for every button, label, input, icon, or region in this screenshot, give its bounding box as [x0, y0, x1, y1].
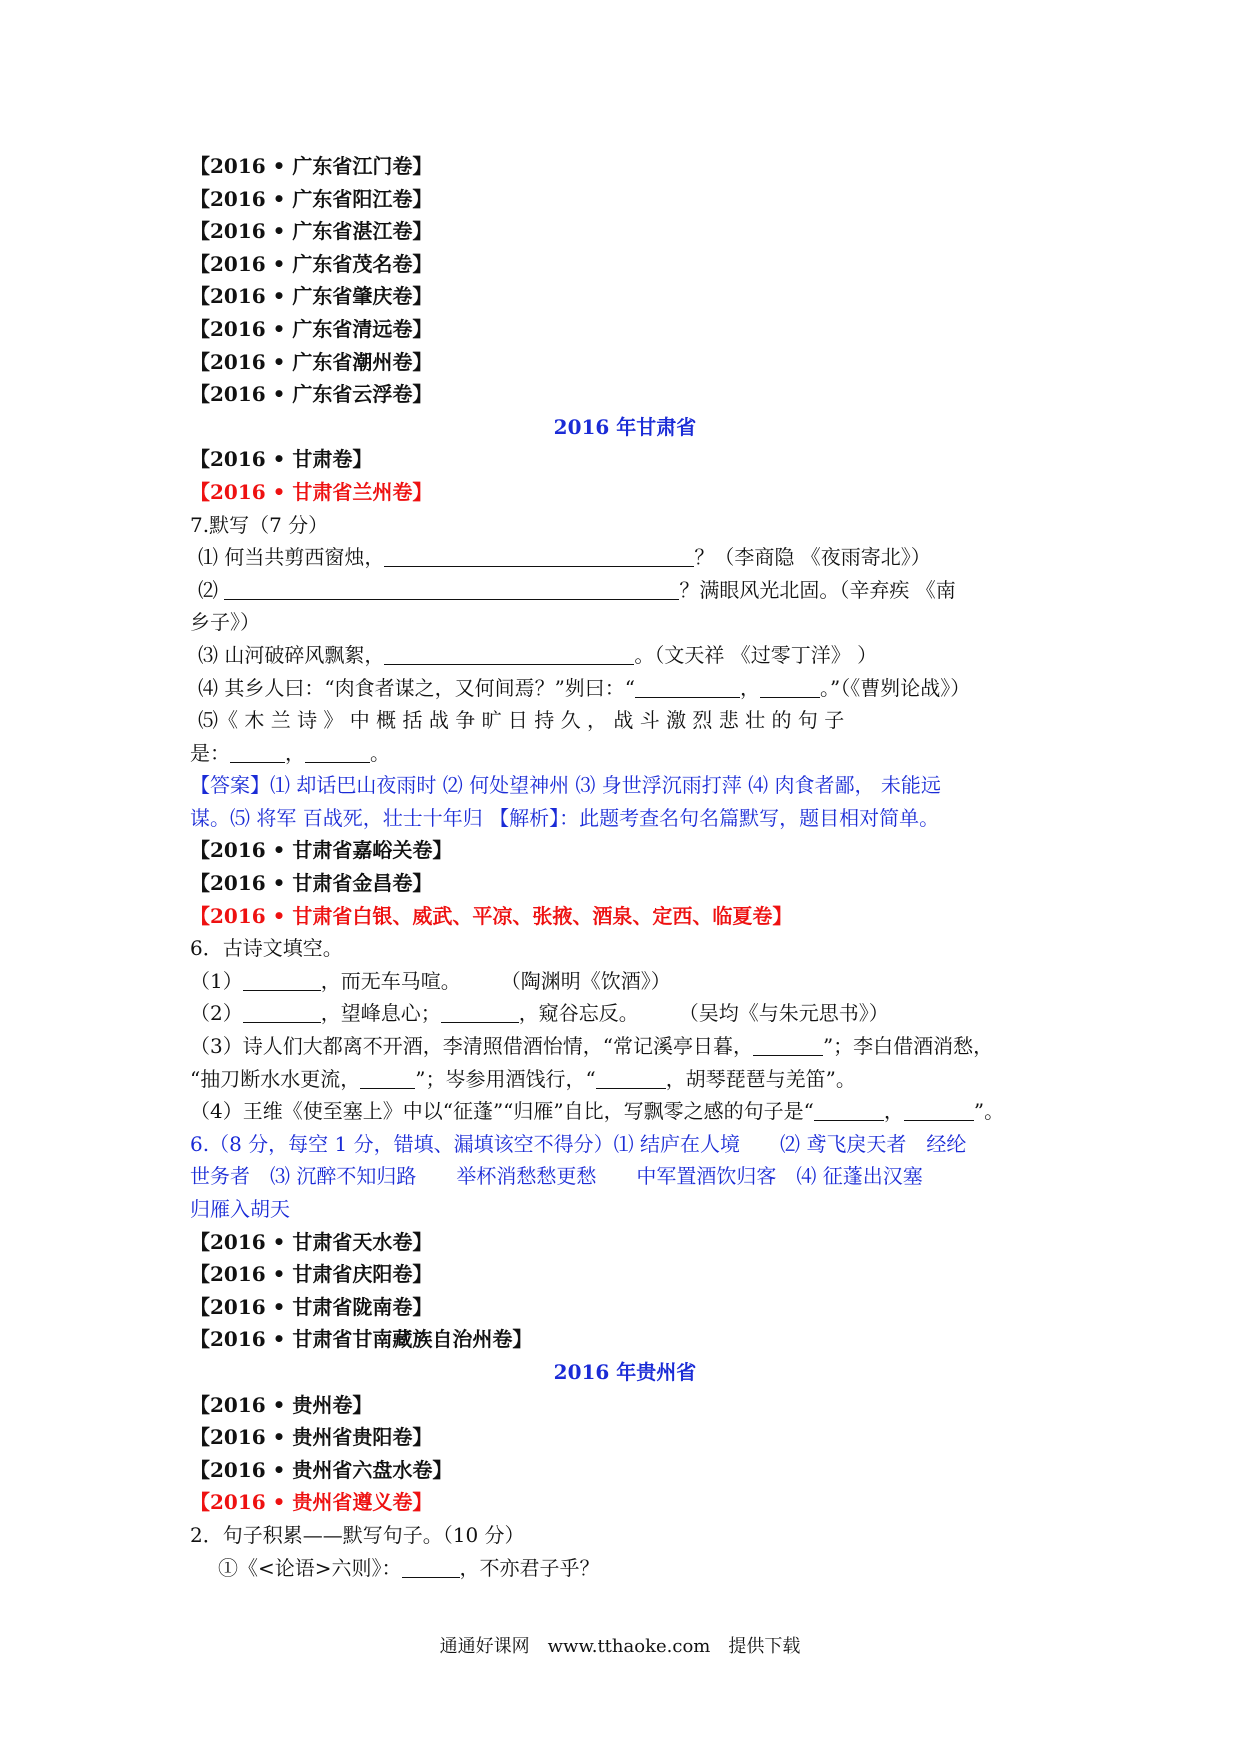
question-6-answer-line-1: 6.（8 分，每空 1 分，错填、漏填该空不得分）⑴ 结庐在人境 ⑵ 鸢飞戾天者 经纶: [190, 1131, 967, 1156]
question-7-item-3: ⑶ 山河破碎风飘絮， 。（文天祥 《过零丁洋》 ）: [198, 642, 878, 667]
section-title-guizhou: 【2016 • 贵州卷】: [190, 1392, 373, 1417]
answer-blank: [384, 644, 634, 665]
section-title-chaozhou: 【2016 • 广东省潮州卷】: [190, 349, 433, 374]
question-6-item-3: （3）诗人们大都离不开酒，李清照借酒怡情，“常记溪亭日暮， ”；李白借酒消愁，: [190, 1034, 994, 1059]
document-body: [190, 150, 1060, 1584]
section-title-gansu: 【2016 • 甘肃卷】: [190, 447, 373, 472]
answer-blank: [760, 677, 820, 698]
section-title-yangjiang: 【2016 • 广东省阳江卷】: [190, 186, 433, 211]
section-title-qingyuan: 【2016 • 广东省清远卷】: [190, 316, 433, 341]
section-title-gannan: 【2016 • 甘肃省甘南藏族自治州卷】: [190, 1327, 533, 1352]
answer-blank: [904, 1100, 974, 1121]
section-title-qingyang: 【2016 • 甘肃省庆阳卷】: [190, 1262, 433, 1287]
answer-blank: [224, 579, 679, 600]
page-footer: 通通好课网 www.tthaoke.com 提供下载: [439, 1636, 801, 1657]
question-6-title: 6．古诗文填空。: [190, 936, 343, 961]
section-title-longnan: 【2016 • 甘肃省陇南卷】: [190, 1294, 433, 1319]
section-title-zhanjiang: 【2016 • 广东省湛江卷】: [190, 219, 433, 244]
question-7-item-4: ⑷ 其乡人曰：“肉食者谋之，又何间焉？”刿曰：“ ， 。”（《曹刿论战》）: [198, 675, 971, 700]
question-7-item-1: ⑴ 何当共剪西窗烛， ？（李商隐 《夜雨寄北》）: [198, 545, 931, 570]
section-title-guiyang: 【2016 • 贵州省贵阳卷】: [190, 1425, 433, 1450]
section-title-zunyi: 【2016 • 贵州省遵义卷】: [190, 1490, 433, 1515]
section-title-baiyin: 【2016 • 甘肃省白银、威武、平凉、张掖、酒泉、定西、临夏卷】: [190, 903, 793, 928]
question-7-item-2: ⑵ ？满眼风光北固。（辛弃疾 《南: [198, 577, 956, 602]
question-6-item-1: （1） ，而无车马喧。 （陶渊明《饮酒》）: [190, 968, 671, 993]
question-7-answer-line-2: 谋。⑸ 将军 百战死，壮士十年归 【解析】：此题考查名句名篇默写，题目相对简单。: [190, 805, 940, 830]
answer-blank: [305, 742, 370, 763]
section-title-tianshui: 【2016 • 甘肃省天水卷】: [190, 1229, 433, 1254]
answer-blank: [384, 546, 694, 567]
answer-blank: [814, 1100, 884, 1121]
question-2-item-1: ①《<论语>六则》： ，不亦君子乎？: [218, 1555, 600, 1580]
section-title-liupanshui: 【2016 • 贵州省六盘水卷】: [190, 1457, 453, 1482]
question-7-title: 7.默写（7 分）: [190, 512, 329, 537]
question-7-item-5: ⑸《 木 兰 诗 》 中 概 括 战 争 旷 日 持 久 ， 战 斗 激 烈 悲 壮 的 句 子: [198, 708, 845, 733]
answer-blank: [230, 742, 285, 763]
answer-blank: [402, 1557, 460, 1578]
question-6-answer-line-2: 世务者 ⑶ 沉醉不知归路 举杯消愁愁更愁 中军置酒饮归客 ⑷ 征蓬出汉塞: [190, 1164, 923, 1189]
question-6-item-4: （4）王维《使至塞上》中以“征蓬”“归雁”自比，写飘零之感的句子是“ ， ”。: [190, 1099, 1005, 1124]
section-title-jinchang: 【2016 • 甘肃省金昌卷】: [190, 871, 433, 896]
answer-blank: [243, 1002, 321, 1023]
section-title-yunfu: 【2016 • 广东省云浮卷】: [190, 382, 433, 407]
answer-blank: [635, 677, 740, 698]
section-title-jiangmen: 【2016 • 广东省江门卷】: [190, 154, 433, 178]
question-6-item-3-cont: “抽刀断水水更流， ”；岑参用酒饯行，“ ，胡琴琵琶与羌笛”。: [190, 1066, 856, 1091]
answer-blank: [243, 970, 321, 991]
question-6-answer-line-3: 归雁入胡天: [190, 1197, 290, 1221]
answer-blank: [441, 1002, 519, 1023]
question-2-title: 2．句子积累——默写句子。（10 分）: [190, 1522, 525, 1547]
question-7-answer-line-1: 【答案】⑴ 却话巴山夜雨时 ⑵ 何处望神州 ⑶ 身世浮沉雨打萍 ⑷ 肉食者鄙， 未能远: [190, 773, 941, 798]
section-title-lanzhou: 【2016 • 甘肃省兰州卷】: [190, 479, 433, 504]
question-7-item-2-cont: 乡子》）: [190, 610, 260, 635]
section-title-maoming: 【2016 • 广东省茂名卷】: [190, 251, 433, 276]
province-heading-gansu: 2016 年甘肃省: [553, 414, 697, 439]
question-6-item-2: （2） ，望峰息心； ，窥谷忘反。 （吴均《与朱元思书》）: [190, 1001, 889, 1026]
answer-blank: [753, 1035, 823, 1056]
section-title-zhaoqing: 【2016 • 广东省肇庆卷】: [190, 284, 433, 309]
province-heading-guizhou: 2016 年贵州省: [553, 1359, 697, 1384]
question-7-item-5-cont: 是： ， 。: [190, 740, 390, 765]
answer-blank: [596, 1068, 666, 1089]
section-title-jiayuguan: 【2016 • 甘肃省嘉峪关卷】: [190, 838, 453, 863]
answer-blank: [360, 1068, 415, 1089]
